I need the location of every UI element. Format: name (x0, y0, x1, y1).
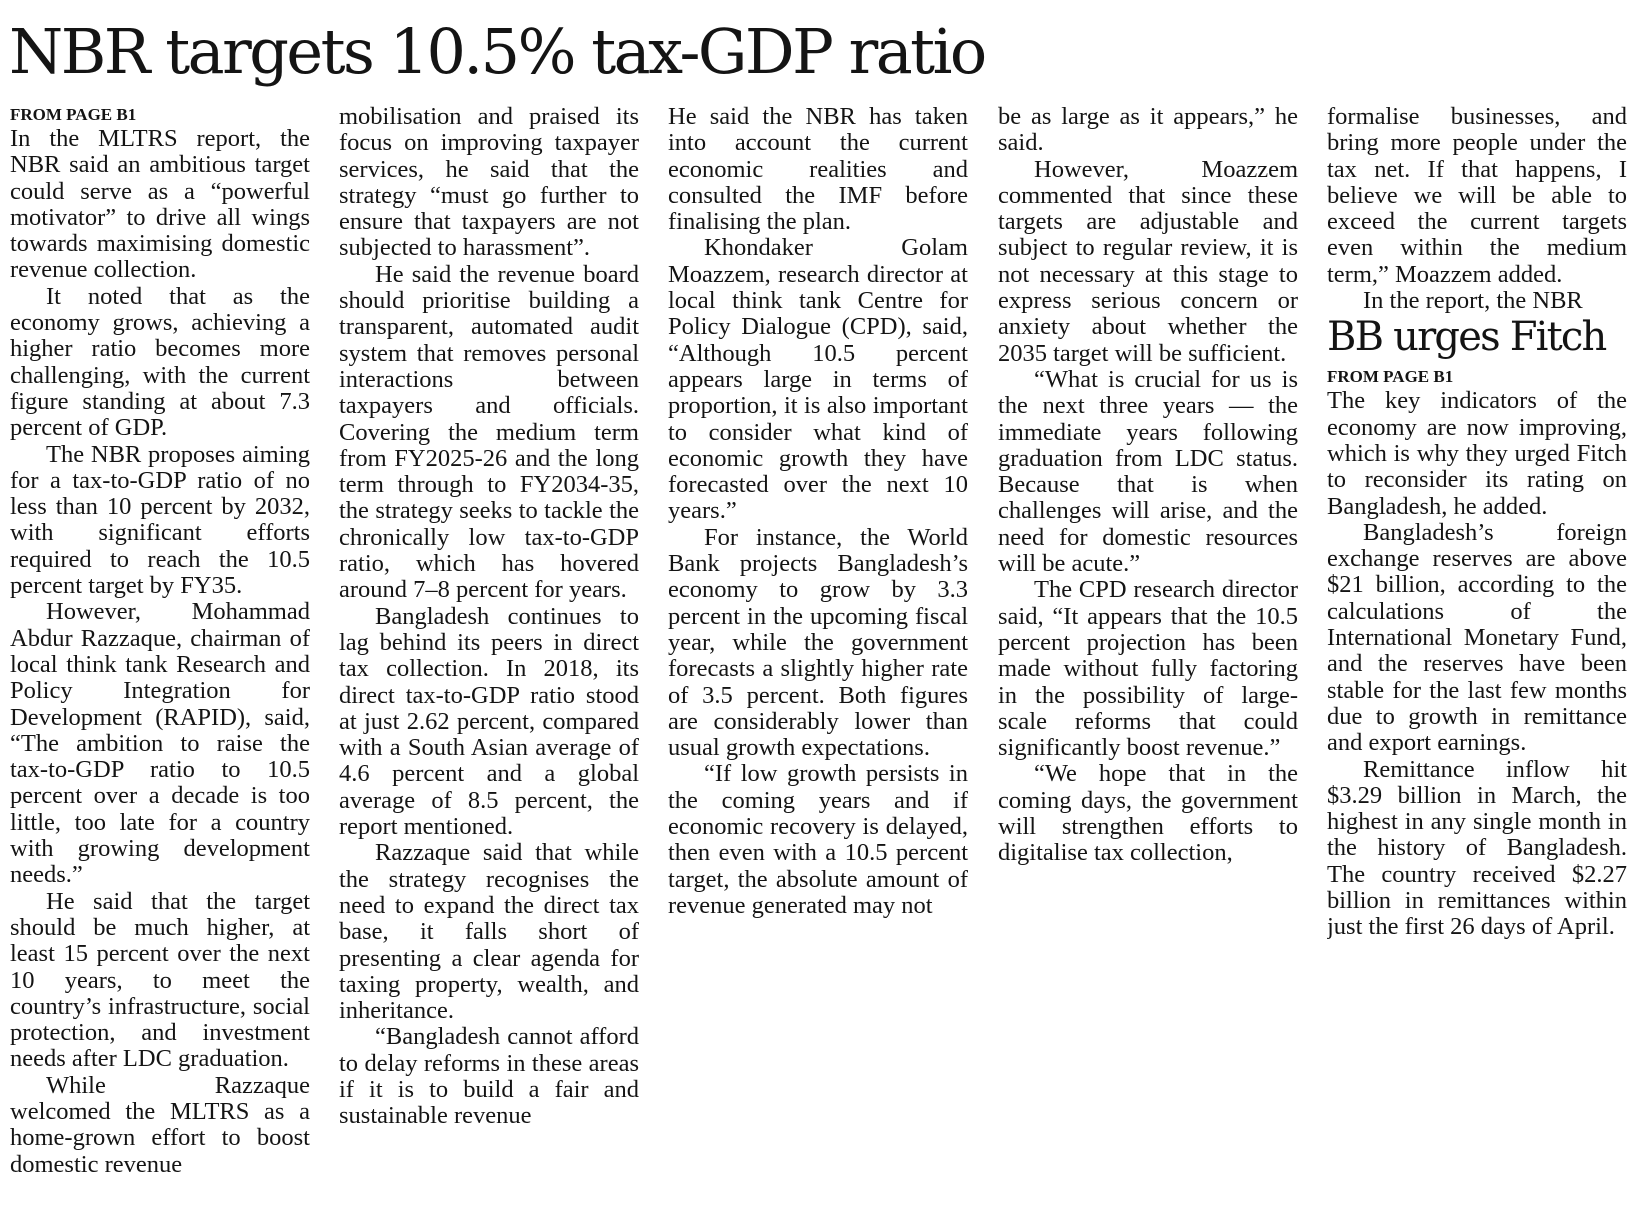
body-paragraph: However, Moazzem commented that since these targets are adjustable and subject to regular review, it is not necessary at this stage to express serious concern or anxiety about whether the 2035 target will be sufficient. (998, 155, 1298, 367)
text-column-1 (10, 104, 310, 1210)
body-paragraph: Remittance inflow hit $3.29 billion in March, the highest in any single month in the history of Bangladesh. The country received $2.27 billion in remittances within just the first 26 days of April. (1327, 755, 1627, 941)
text-column-5 (1327, 104, 1627, 1210)
text-column-4 (998, 104, 1298, 1210)
body-paragraph: “If low growth persists in the coming years and if economic recovery is delayed, then even with a 10.5 percent target, the absolute amount of revenue generated may not (668, 760, 968, 919)
body-paragraph: The key indicators of the economy are now improving, which is why they urged Fitch to reconsider its rating on Bangladesh, he added. (1327, 387, 1627, 520)
body-paragraph: mobilisation and praised its focus on improving taxpayer services, he said that the strategy “must go further to ensure that taxpayers are not subjected to harassment”. (339, 104, 639, 262)
body-paragraph: “What is crucial for us is the next three years — the immediate years following graduation from LDC status. Because that is when challenges will arise, and the need for domestic resources will be acute.” (998, 365, 1298, 578)
body-paragraph: The CPD research director said, “It appears that the 10.5 percent projection has been made without fully factoring in the possibility of large-scale reforms that could significantly boost revenue.” (998, 576, 1298, 762)
body-paragraph: be as large as it appears,” he said. (998, 104, 1298, 157)
body-paragraph: Razzaque said that while the strategy recognises the need to expand the direct tax base, it falls short of presenting a clear agenda for taxing property, wealth, and inheritance. (339, 839, 639, 1025)
second-article-headline: BB urges Fitch (1327, 314, 1606, 361)
article-headline: NBR targets 10.5% tax-GDP ratio (9, 15, 985, 88)
text-column-2 (339, 104, 639, 1210)
body-paragraph: He said that the target should be much higher, at least 15 percent over the next 10 years, to meet the country’s infrastructure, social protection, and investment needs after LDC graduation. (10, 887, 310, 1073)
body-paragraph: “Bangladesh cannot afford to delay reforms in these areas if it is to build a fair and sustainable revenue (339, 1023, 639, 1130)
from-page-kicker: FROM PAGE B1 (10, 105, 137, 124)
body-paragraph: “We hope that in the coming days, the government will strengthen efforts to digitalise tax collection, (998, 760, 1298, 867)
body-paragraph: It noted that as the economy grows, achieving a higher ratio becomes more challenging, with the current figure standing at about 7.3 percent of GDP. (10, 282, 310, 442)
body-paragraph: He said the revenue board should prioritise building a transparent, automated audit system that removes personal interactions between taxpayers and officials. Covering the medium term from FY2025-26 and the long term through to FY2034-35, the strategy seeks to tackle the chronically low tax-to-GDP ratio, which has hovered around 7–8 percent for years. (339, 260, 639, 604)
body-paragraph: However, Mohammad Abdur Razzaque, chairman of local think tank Research and Policy Integration for Development (RAPID), said, “The ambition to raise the tax-to-GDP ratio to 10.5 percent over a decade is too little, too late for a country with growing development needs.” (10, 598, 310, 889)
from-page-kicker: FROM PAGE B1 (1327, 367, 1454, 387)
body-paragraph: For instance, the World Bank projects Bangladesh’s economy to grow by 3.3 percent in the upcoming fiscal year, while the government forecasts a slightly higher rate of 3.5 percent. Both figures are considerably lower than usual growth expectations. (668, 523, 968, 762)
text-column-3 (668, 104, 968, 1210)
body-paragraph: In the MLTRS report, the NBR said an ambitious target could serve as a “powerful motivator” to drive all wings towards maximising domestic revenue collection. (10, 125, 310, 284)
body-paragraph: In the report, the NBR (1363, 287, 1583, 315)
body-paragraph: formalise businesses, and bring more people under the tax net. If that happens, I believe we will be able to exceed the current targets even within the medium term,” Moazzem added. (1327, 104, 1627, 288)
body-paragraph: Khondaker Golam Moazzem, research director at local think tank Centre for Policy Dialogue (CPD), said, “Although 10.5 percent appears large in terms of proportion, it is also important to consider what kind of economic growth they have forecasted over the next 10 years.” (668, 234, 968, 525)
body-paragraph: He said the NBR has taken into account the current economic realities and consulted the IMF before finalising the plan. (668, 104, 968, 236)
body-paragraph: Bangladesh continues to lag behind its peers in direct tax collection. In 2018, its direct tax-to-GDP ratio stood at just 2.62 percent, compared with a South Asian average of 4.6 percent and a global average of 8.5 percent, the report mentioned. (339, 602, 639, 841)
body-paragraph: The NBR proposes aiming for a tax-to-GDP ratio of no less than 10 percent by 2032, with significant efforts required to reach the 10.5 percent target by FY35. (10, 440, 310, 600)
body-paragraph: Bangladesh’s foreign exchange reserves are above $21 billion, according to the calculations of the International Monetary Fund, and the reserves have been stable for the last few months due to growth in remittance and export earnings. (1327, 518, 1627, 757)
body-paragraph: While Razzaque welcomed the MLTRS as a home-grown effort to boost domestic revenue (10, 1071, 310, 1178)
